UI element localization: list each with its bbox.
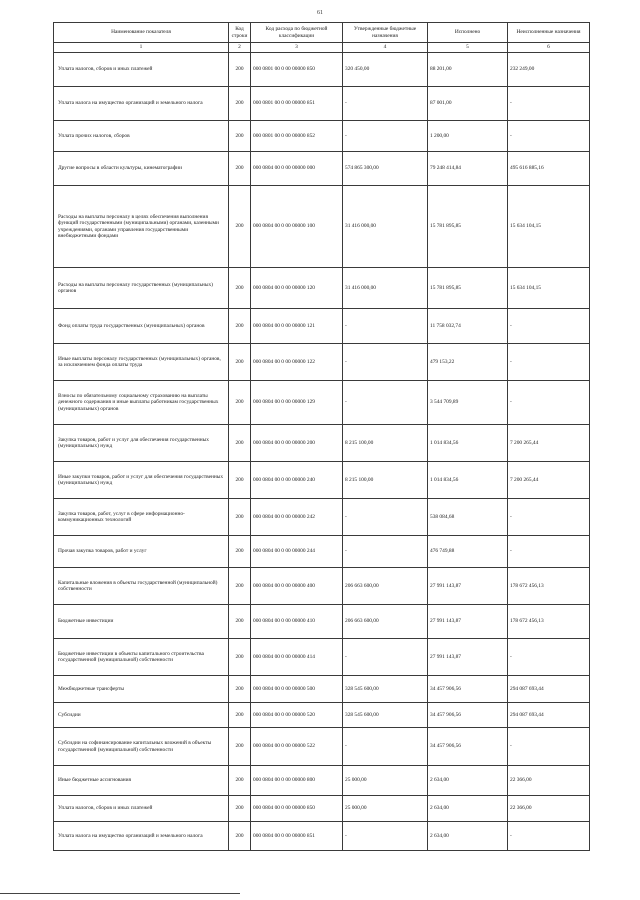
- row-approved-cell: -: [343, 728, 428, 766]
- row-line-code-cell: 200: [229, 639, 251, 676]
- row-budget-code-cell: 000 0801 00 0 00 00000 852: [251, 121, 343, 152]
- column-number: 3: [251, 43, 343, 53]
- row-budget-code-cell: 000 0804 00 0 00 00000 000: [251, 152, 343, 186]
- row-unexecuted-cell: -: [508, 728, 590, 766]
- row-line-code-cell: 200: [229, 344, 251, 381]
- row-name-cell: Капитальные вложения в объекты государственной (муниципальной) собственности: [54, 568, 229, 605]
- row-line-code-cell: 200: [229, 568, 251, 605]
- row-approved-cell: -: [343, 536, 428, 568]
- row-budget-code-cell: 000 0804 00 0 00 00000 520: [251, 703, 343, 728]
- row-approved-cell: 206 663 600,00: [343, 568, 428, 605]
- row-approved-cell: -: [343, 822, 428, 851]
- row-approved-cell: -: [343, 121, 428, 152]
- page-number: 61: [317, 10, 323, 16]
- row-approved-cell: 25 000,00: [343, 766, 428, 796]
- row-name-cell: Бюджетные инвестиции в объекты капитального строительства государственной (муниципальной) собственности: [54, 639, 229, 676]
- row-name-cell: Уплата налогов, сборов и иных платежей: [54, 53, 229, 87]
- row-executed-cell: 27 991 143,87: [428, 639, 508, 676]
- footer-divider: [0, 893, 240, 894]
- row-executed-cell: 34 457 906,56: [428, 703, 508, 728]
- row-name-cell: Иные бюджетные ассигнования: [54, 766, 229, 796]
- row-budget-code-cell: 000 0804 00 0 00 00000 244: [251, 536, 343, 568]
- row-approved-cell: -: [343, 381, 428, 425]
- row-name-cell: Расходы на выплаты персоналу государственных (муниципальных) органов: [54, 268, 229, 309]
- table-row: [54, 268, 590, 309]
- table-row: [54, 344, 590, 381]
- row-approved-cell: 8 215 100,00: [343, 462, 428, 499]
- row-name-cell: Иные выплаты персоналу государственных (муниципальных) органов, за исключением фонда оплаты труда: [54, 344, 229, 381]
- row-unexecuted-cell: -: [508, 309, 590, 344]
- row-name-cell: Уплата налога на имущество организаций и земельного налога: [54, 87, 229, 121]
- table-row: [54, 425, 590, 462]
- row-executed-cell: 1 014 834,56: [428, 462, 508, 499]
- row-line-code-cell: 200: [229, 121, 251, 152]
- row-executed-cell: 87 001,00: [428, 87, 508, 121]
- row-budget-code-cell: 000 0804 00 0 00 00000 121: [251, 309, 343, 344]
- row-budget-code-cell: 000 0801 00 0 00 00000 851: [251, 87, 343, 121]
- row-unexecuted-cell: -: [508, 87, 590, 121]
- row-name-cell: Другие вопросы в области культуры, кинематографии: [54, 152, 229, 186]
- row-unexecuted-cell: 15 634 104,15: [508, 268, 590, 309]
- table-header: [54, 23, 590, 53]
- column-number: 1: [54, 43, 229, 53]
- header-line-code: Код строки: [229, 23, 251, 43]
- table-row: [54, 568, 590, 605]
- table-row: [54, 87, 590, 121]
- row-line-code-cell: 200: [229, 309, 251, 344]
- row-budget-code-cell: 000 0804 00 0 00 00000 122: [251, 344, 343, 381]
- row-executed-cell: 1 014 834,56: [428, 425, 508, 462]
- row-approved-cell: 31 416 000,00: [343, 186, 428, 268]
- row-budget-code-cell: 000 0804 00 0 00 00000 100: [251, 186, 343, 268]
- row-line-code-cell: 200: [229, 499, 251, 536]
- table-row: [54, 121, 590, 152]
- row-approved-cell: 206 663 600,00: [343, 605, 428, 639]
- row-unexecuted-cell: -: [508, 499, 590, 536]
- row-budget-code-cell: 000 0804 00 0 00 00000 800: [251, 766, 343, 796]
- row-approved-cell: 31 416 000,00: [343, 268, 428, 309]
- table-body: [54, 53, 590, 851]
- row-approved-cell: -: [343, 639, 428, 676]
- table-row: [54, 728, 590, 766]
- row-unexecuted-cell: 15 634 104,15: [508, 186, 590, 268]
- row-unexecuted-cell: 22 366,00: [508, 796, 590, 822]
- column-number: 6: [508, 43, 590, 53]
- row-name-cell: Уплата налога на имущество организаций и земельного налога: [54, 822, 229, 851]
- row-name-cell: Бюджетные инвестиции: [54, 605, 229, 639]
- table-row: [54, 186, 590, 268]
- row-budget-code-cell: 000 0804 00 0 00 00000 851: [251, 822, 343, 851]
- row-name-cell: Иные закупки товаров, работ и услуг для обеспечения государственных (муниципальных) нужд: [54, 462, 229, 499]
- row-approved-cell: 574 865 300,00: [343, 152, 428, 186]
- row-unexecuted-cell: -: [508, 344, 590, 381]
- row-line-code-cell: 200: [229, 676, 251, 703]
- row-budget-code-cell: 000 0804 00 0 00 00000 240: [251, 462, 343, 499]
- row-unexecuted-cell: -: [508, 639, 590, 676]
- row-executed-cell: 2 634,00: [428, 766, 508, 796]
- budget-execution-table: [53, 22, 590, 851]
- row-budget-code-cell: 000 0804 00 0 00 00000 400: [251, 568, 343, 605]
- row-unexecuted-cell: 294 087 693,44: [508, 676, 590, 703]
- row-name-cell: Прочая закупка товаров, работ и услуг: [54, 536, 229, 568]
- row-budget-code-cell: 000 0804 00 0 00 00000 500: [251, 676, 343, 703]
- row-approved-cell: 328 545 600,00: [343, 703, 428, 728]
- row-line-code-cell: 200: [229, 381, 251, 425]
- row-name-cell: Расходы на выплаты персоналу в целях обеспечения выполнения функций государственными (муниципальными) органами, казенными учреждениями, органами управления государственными внебюджетными фондами: [54, 186, 229, 268]
- row-executed-cell: 79 248 414,84: [428, 152, 508, 186]
- row-budget-code-cell: 000 0801 00 0 00 00000 850: [251, 53, 343, 87]
- table-row: [54, 53, 590, 87]
- row-unexecuted-cell: 7 200 265,44: [508, 425, 590, 462]
- row-unexecuted-cell: 495 616 885,16: [508, 152, 590, 186]
- row-line-code-cell: 200: [229, 796, 251, 822]
- row-line-code-cell: 200: [229, 152, 251, 186]
- column-number: 2: [229, 43, 251, 53]
- row-name-cell: Уплата налогов, сборов и иных платежей: [54, 796, 229, 822]
- row-unexecuted-cell: 22 366,00: [508, 766, 590, 796]
- row-line-code-cell: 200: [229, 822, 251, 851]
- row-line-code-cell: 200: [229, 53, 251, 87]
- row-name-cell: Субсидии на софинансирование капитальных вложений в объекты государственной (муниципальной) собственности: [54, 728, 229, 766]
- table-row: [54, 381, 590, 425]
- row-line-code-cell: 200: [229, 605, 251, 639]
- row-executed-cell: 2 634,00: [428, 796, 508, 822]
- row-unexecuted-cell: -: [508, 121, 590, 152]
- row-name-cell: Фонд оплаты труда государственных (муниципальных) органов: [54, 309, 229, 344]
- table-row: [54, 536, 590, 568]
- table-row: [54, 639, 590, 676]
- row-executed-cell: 1 200,00: [428, 121, 508, 152]
- row-line-code-cell: 200: [229, 462, 251, 499]
- table-row: [54, 703, 590, 728]
- row-executed-cell: 27 991 143,87: [428, 568, 508, 605]
- row-executed-cell: 476 749,88: [428, 536, 508, 568]
- table-row: [54, 822, 590, 851]
- row-approved-cell: -: [343, 499, 428, 536]
- row-name-cell: Уплата прочих налогов, сборов: [54, 121, 229, 152]
- row-approved-cell: 328 545 600,00: [343, 676, 428, 703]
- row-line-code-cell: 200: [229, 87, 251, 121]
- row-approved-cell: -: [343, 87, 428, 121]
- row-approved-cell: -: [343, 309, 428, 344]
- row-budget-code-cell: 000 0804 00 0 00 00000 410: [251, 605, 343, 639]
- row-executed-cell: 88 201,00: [428, 53, 508, 87]
- row-name-cell: Взносы по обязательному социальному страхованию на выплаты денежного содержания и иные выплаты работникам государственных (муниципальных) органов: [54, 381, 229, 425]
- row-budget-code-cell: 000 0804 00 0 00 00000 850: [251, 796, 343, 822]
- row-executed-cell: 15 781 895,85: [428, 268, 508, 309]
- row-executed-cell: 34 457 906,56: [428, 676, 508, 703]
- row-line-code-cell: 200: [229, 186, 251, 268]
- header-budget-code: Код расхода по бюджетной классификации: [251, 23, 343, 43]
- row-name-cell: Закупка товаров, работ и услуг для обеспечения государственных (муниципальных) нужд: [54, 425, 229, 462]
- header-executed: Исполнено: [428, 23, 508, 43]
- row-unexecuted-cell: 178 672 456,13: [508, 605, 590, 639]
- row-executed-cell: 34 457 906,56: [428, 728, 508, 766]
- row-executed-cell: 538 084,68: [428, 499, 508, 536]
- row-name-cell: Закупка товаров, работ, услуг в сфере информационно-коммуникационных технологий: [54, 499, 229, 536]
- row-name-cell: Субсидии: [54, 703, 229, 728]
- row-executed-cell: 3 544 709,89: [428, 381, 508, 425]
- row-line-code-cell: 200: [229, 703, 251, 728]
- row-approved-cell: 25 000,00: [343, 796, 428, 822]
- row-unexecuted-cell: 7 200 265,44: [508, 462, 590, 499]
- row-unexecuted-cell: 294 087 693,44: [508, 703, 590, 728]
- table-row: [54, 676, 590, 703]
- header-name: Наименование показателя: [54, 23, 229, 43]
- row-budget-code-cell: 000 0804 00 0 00 00000 414: [251, 639, 343, 676]
- row-approved-cell: -: [343, 344, 428, 381]
- row-executed-cell: 479 153,22: [428, 344, 508, 381]
- row-unexecuted-cell: 178 672 456,13: [508, 568, 590, 605]
- row-budget-code-cell: 000 0804 00 0 00 00000 120: [251, 268, 343, 309]
- table-row: [54, 605, 590, 639]
- row-unexecuted-cell: -: [508, 536, 590, 568]
- row-line-code-cell: 200: [229, 268, 251, 309]
- row-executed-cell: 27 991 143,87: [428, 605, 508, 639]
- row-executed-cell: 11 758 032,74: [428, 309, 508, 344]
- row-executed-cell: 15 781 895,85: [428, 186, 508, 268]
- header-approved: Утвержденные бюджетные назначения: [343, 23, 428, 43]
- row-budget-code-cell: 000 0804 00 0 00 00000 242: [251, 499, 343, 536]
- row-budget-code-cell: 000 0804 00 0 00 00000 200: [251, 425, 343, 462]
- row-budget-code-cell: 000 0804 00 0 00 00000 522: [251, 728, 343, 766]
- table-row: [54, 152, 590, 186]
- column-number: 5: [428, 43, 508, 53]
- table-row: [54, 766, 590, 796]
- header-unexecuted: Неисполненные назначения: [508, 23, 590, 43]
- row-unexecuted-cell: 232 249,00: [508, 53, 590, 87]
- table-row: [54, 309, 590, 344]
- row-line-code-cell: 200: [229, 766, 251, 796]
- row-line-code-cell: 200: [229, 728, 251, 766]
- table-row: [54, 796, 590, 822]
- row-executed-cell: 2 634,00: [428, 822, 508, 851]
- row-unexecuted-cell: -: [508, 381, 590, 425]
- row-name-cell: Межбюджетные трансферты: [54, 676, 229, 703]
- table-row: [54, 499, 590, 536]
- row-unexecuted-cell: -: [508, 822, 590, 851]
- table-row: [54, 462, 590, 499]
- row-approved-cell: 8 215 100,00: [343, 425, 428, 462]
- row-line-code-cell: 200: [229, 536, 251, 568]
- column-number: 4: [343, 43, 428, 53]
- row-approved-cell: 320 450,00: [343, 53, 428, 87]
- row-line-code-cell: 200: [229, 425, 251, 462]
- row-budget-code-cell: 000 0804 00 0 00 00000 129: [251, 381, 343, 425]
